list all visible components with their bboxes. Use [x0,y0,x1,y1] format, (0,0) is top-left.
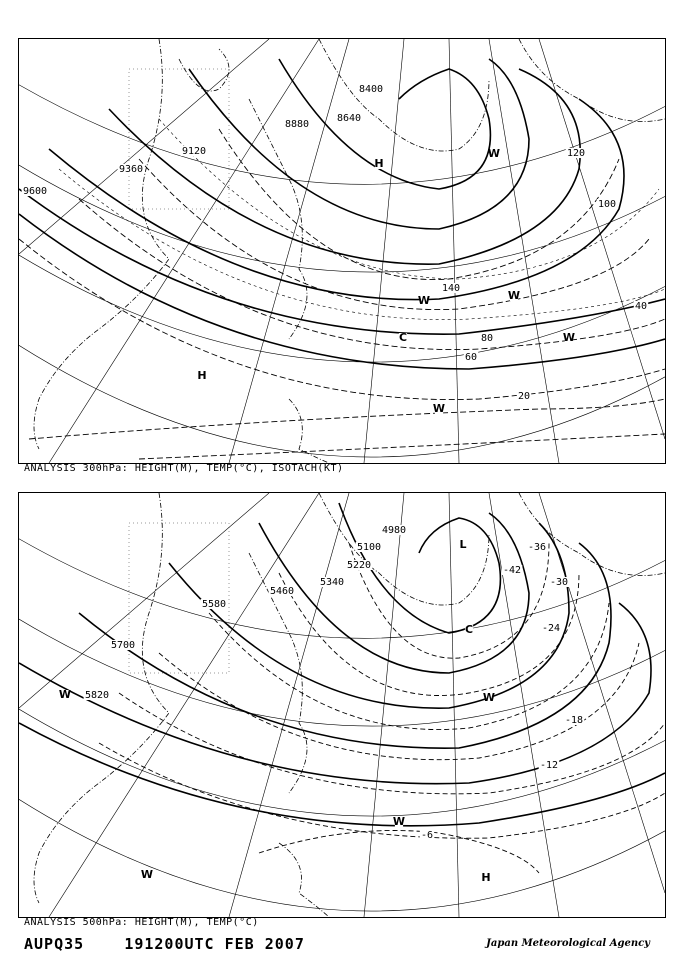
data-region-box [129,523,229,673]
caption-300hpa: ANALYSIS 300hPa: HEIGHT(M), TEMP(°C), ISOTACH(KT) [24,463,344,474]
pressure-center: W [140,868,154,881]
temperature-label: -24 [541,623,561,634]
height-label: 8400 [358,84,384,95]
isotach-label: 80 [480,333,494,344]
isotach-label: 40 [634,301,648,312]
height-labels [84,525,408,701]
isotach-labels [441,148,649,402]
height-label: 5220 [346,560,372,571]
pressure-center: W [487,147,501,160]
chart-500hpa-panel [18,492,666,918]
height-label: 9600 [22,186,48,197]
chart-id-code: AUPQ35 [24,935,85,953]
coastlines [34,493,665,917]
height-label: 5580 [201,599,227,610]
chart-identifier [24,935,305,953]
chart-500hpa-map [19,493,665,917]
isotach-label: 100 [597,199,617,210]
temperature-contours [99,543,665,873]
pressure-center: W [432,402,446,415]
height-label: 5340 [319,577,345,588]
height-label: 5100 [356,542,382,553]
temperature-label: -30 [549,577,569,588]
pressure-center: W [392,815,406,828]
height-label: 9120 [181,146,207,157]
height-label: 4980 [381,525,407,536]
pressure-center: W [562,331,576,344]
height-label: 9360 [118,164,144,175]
caption-500hpa: ANALYSIS 500hPa: HEIGHT(M), TEMP(°C) [24,917,259,928]
pressure-center: H [481,871,491,884]
temperature-label: -42 [502,565,522,576]
temperature-label: -12 [539,760,559,771]
height-label: 8880 [284,119,310,130]
height-labels [22,84,385,197]
data-region-box [129,69,229,209]
temperature-label: -18 [564,715,584,726]
chart-300hpa-panel [18,38,666,464]
height-label: 5460 [269,586,295,597]
isotach-label: 140 [441,283,461,294]
isotach-label: 120 [566,148,586,159]
chart-timestamp: 191200UTC FEB 2007 [124,935,305,953]
temperature-label: -6 [420,830,434,841]
pressure-center: W [417,294,431,307]
pressure-center: W [507,289,521,302]
chart-300hpa-map [19,39,665,463]
pressure-center: C [464,623,474,636]
coastlines [34,39,665,463]
pressure-center: H [374,157,384,170]
height-contours [19,59,665,369]
height-contours [19,503,665,826]
pressure-center: W [58,688,72,701]
height-label: 8640 [336,113,362,124]
agency-credit: Japan Meteorological Agency [486,938,650,949]
pressure-center: H [197,369,207,382]
isotach-label: 20 [517,391,531,402]
pressure-center: C [398,331,408,344]
pressure-center: W [482,691,496,704]
height-label: 5820 [84,690,110,701]
isotach-label: 60 [464,352,478,363]
temperature-label: -36 [527,542,547,553]
pressure-center: L [459,538,467,551]
height-label: 5700 [110,640,136,651]
